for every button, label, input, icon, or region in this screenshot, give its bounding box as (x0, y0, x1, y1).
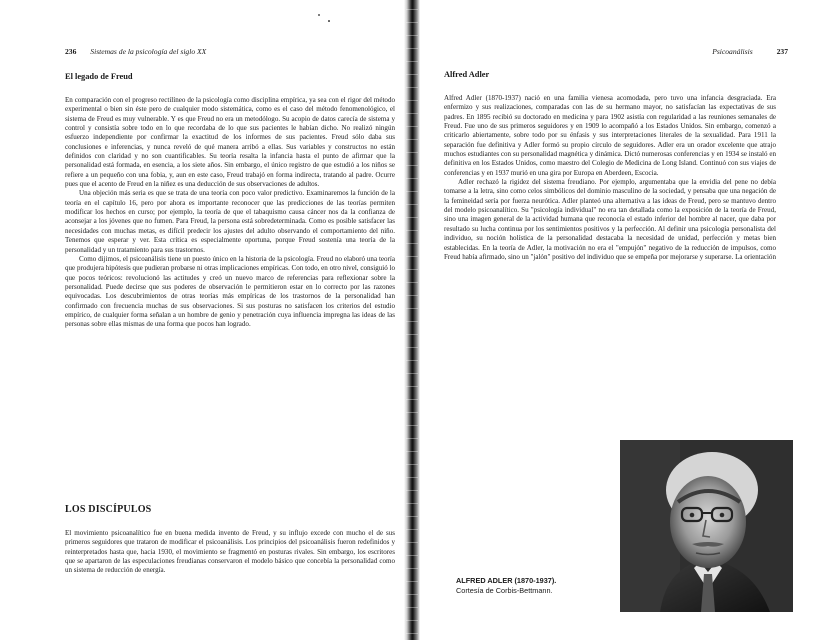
adler-text (444, 94, 776, 262)
book-spine-gutter (404, 0, 420, 640)
paragraph: Alfred Adler (1870-1937) nació en una familia vienesa acomodada, pero tuvo una infancia desgraciada. Era enfermizo y sus realizaciones, comparadas con las de su hermano mayor, no satisfacían las expectativas de sus padres. En 1895 recibió su doctorado en medicina y para 1902 asistía con regularidad a las reuniones semanales de Freud. Fue uno de sus primeros seguidores y en 1909 lo acompañó a los Estados Unidos. Sin embargo, comenzó a criticarlo abiertamente, sobre todo por su énfasis y sus interpretaciones literales de la sexualidad. Para 1911 la separación fue definitiva y Adler formó su propio círculo de seguidores. Adler era un orador excelente que atrajo muchos estudiantes con su personalidad magnética y dinámica. Dictó numerosas conferencias y en 1934 se instaló en definitiva en los Estados Unidos, como maestro del Colegio de Medicina de Long Island. Continuó con sus viajes de conferencias y en 1937 murió en una gira por Europa en Aberdeen, Escocia. (444, 94, 776, 177)
section-heading-legado: El legado de Freud (65, 72, 133, 81)
legado-text (65, 96, 395, 330)
paragraph: El movimiento psicoanalítico fue en buena medida invento de Freud, y su influjo excede con mucho el de sus primeros seguidores que trataron de modificar el psicoanálisis. Los principios del psicoanálisis fueron redefinidos y reinterpretados hasta que, hacia 1930, el movimiento se fragmentó en posturas rivales. Sin embargo, los escritores que se apartaron de las especulaciones freudianas conservaron el modelo básico que concebía la personalidad como un sistema de reducción de energía. (65, 529, 395, 575)
section-heading-adler: Alfred Adler (444, 70, 490, 79)
alfred-adler-portrait (620, 440, 793, 612)
left-running-head (65, 47, 206, 56)
paragraph: Una objeción más seria es que se trata de una teoría con poco valor predictivo. Examinaremos la función de la teoría en el capítulo 16, pero por ahora es importante reconocer que las predicciones de las teorías permiten modificar los hechos en curso; por ejemplo, la teoría de que el tabaquismo causa cáncer nos da la confianza de aconsejar a los jóvenes que no fumen. Para Freud, la persona está sobredeterminada. Como es posible satisfacer las necesidades con muchas metas, es difícil predecir los ajustes del adulto observando el comportamiento del niño. Tenemos que esperar y ver. Esta crítica es especialmente oportuna, porque Freud sostenía una teoría de la personalidad y un tratamiento para sus trastornos. (65, 189, 395, 254)
right-running-head (712, 47, 788, 56)
paragraph: En comparación con el progreso rectilíneo de la psicología como disciplina empírica, ya sea con el rigor del método experimental o bien sin éste pero de cualquier modo sistemática, como es el caso del método fenomenológico, el sistema de Freud es muy vulnerable. Y es que Freud no era un metodólogo. Su acopio de datos carecía de sistema y control y consistía sobre todo en lo que recordaba de lo que sus pacientes le habían dicho. No realizó ningún esfuerzo independiente por confirmar la exactitud de los informes de sus pacientes. Freud sólo daba sus conclusiones e inferencias, y nunca reveló de qué manera arribó a ellas. Sus variables y constructos no están definidos con claridad y no son cuantificables. Su teoría resalta la infancia hasta el punto de afirmar que la personalidad está formada, en esencia, a los siete años. Sin embargo, el único registro de que estudió a los niños se refiere a un pequeño con una fobia, y, aun en este caso, Freud trabajó en forma indirecta, tratando al padre. Ocurre pues que el acento de Freud en la niñez es una deducción de sus observaciones de adultos. (65, 96, 395, 189)
caption-credit: Cortesía de Corbis-Bettmann. (456, 586, 553, 595)
left-page-number: 236 (65, 47, 77, 56)
paragraph: Adler rechazó la rigidez del sistema freudiano. Por ejemplo, argumentaba que la envidia del pene no debía tomarse a la letra, sino como celos simbólicos del dominio masculino de la sociedad, y pensaba que una negación de la femineidad sería por fuerza neurótica. Adler planteó una alternativa a las ideas de Freud, pero se mantuvo dentro del modelo psicoanalítico. Su "psicología individual" no era tan detallada como la exposición de la teoría de Freud, sino una imagen general de la actividad humana que reconocía el estado inferior del hombre al nacer, que daba por resultado su lucha continua por los sentimientos positivos y la perfección. Al definir una psicología personalista del individuo, su noción holística de la personalidad destacaba la necesidad de unidad, perfección y metas bien establecidas. En la teoría de Adler, la motivación no era el "empujón" negativo de la reducción de impulsos, como Freud había afirmado, sino un "jalón" positivo del individuo que se empeña por mejorarse y superarse. La orientación (444, 178, 776, 261)
section-heading-discipulos: LOS DISCÍPULOS (65, 504, 152, 515)
left-page (0, 0, 408, 640)
paragraph: Como dijimos, el psicoanálisis tiene un puesto único en la historia de la psicología. Freud no elaboró una teoría que produjera hipótesis que pudieran probarse ni otras implicaciones empíricas. Con todo, en otro nivel, consiguió lo que pocos teóricos: revolucionó las actitudes y creó un nuevo marco de referencias para reflexionar sobre la personalidad. Puede decirse que sus poderes de observación le permitieron estar en lo correcto por las razones equivocadas. Los descubrimientos de otras teorías más empíricas de los trastornos de la personalidad han confirmado con frecuencia muchas de sus observaciones. Si sus posturas no satisfacen los criterios del estudio empírico, de cualquier forma señalan a un hombre de genio y penetración cuya influencia impregna las ideas de las personas sobre ellas mismas de una forma que pocos han logrado. (65, 254, 395, 329)
scan-speck (318, 14, 320, 16)
right-page-number: 237 (776, 47, 788, 56)
right-running-title: Psicoanálisis (712, 47, 753, 56)
caption-title: ALFRED ADLER (1870-1937). (456, 576, 557, 585)
portrait-illustration (620, 440, 793, 612)
scan-speck (328, 20, 330, 22)
photo-caption (456, 576, 556, 596)
discipulos-text (65, 529, 395, 576)
left-running-title: Sistemas de la psicología del siglo XX (90, 47, 207, 56)
right-page (420, 0, 828, 640)
